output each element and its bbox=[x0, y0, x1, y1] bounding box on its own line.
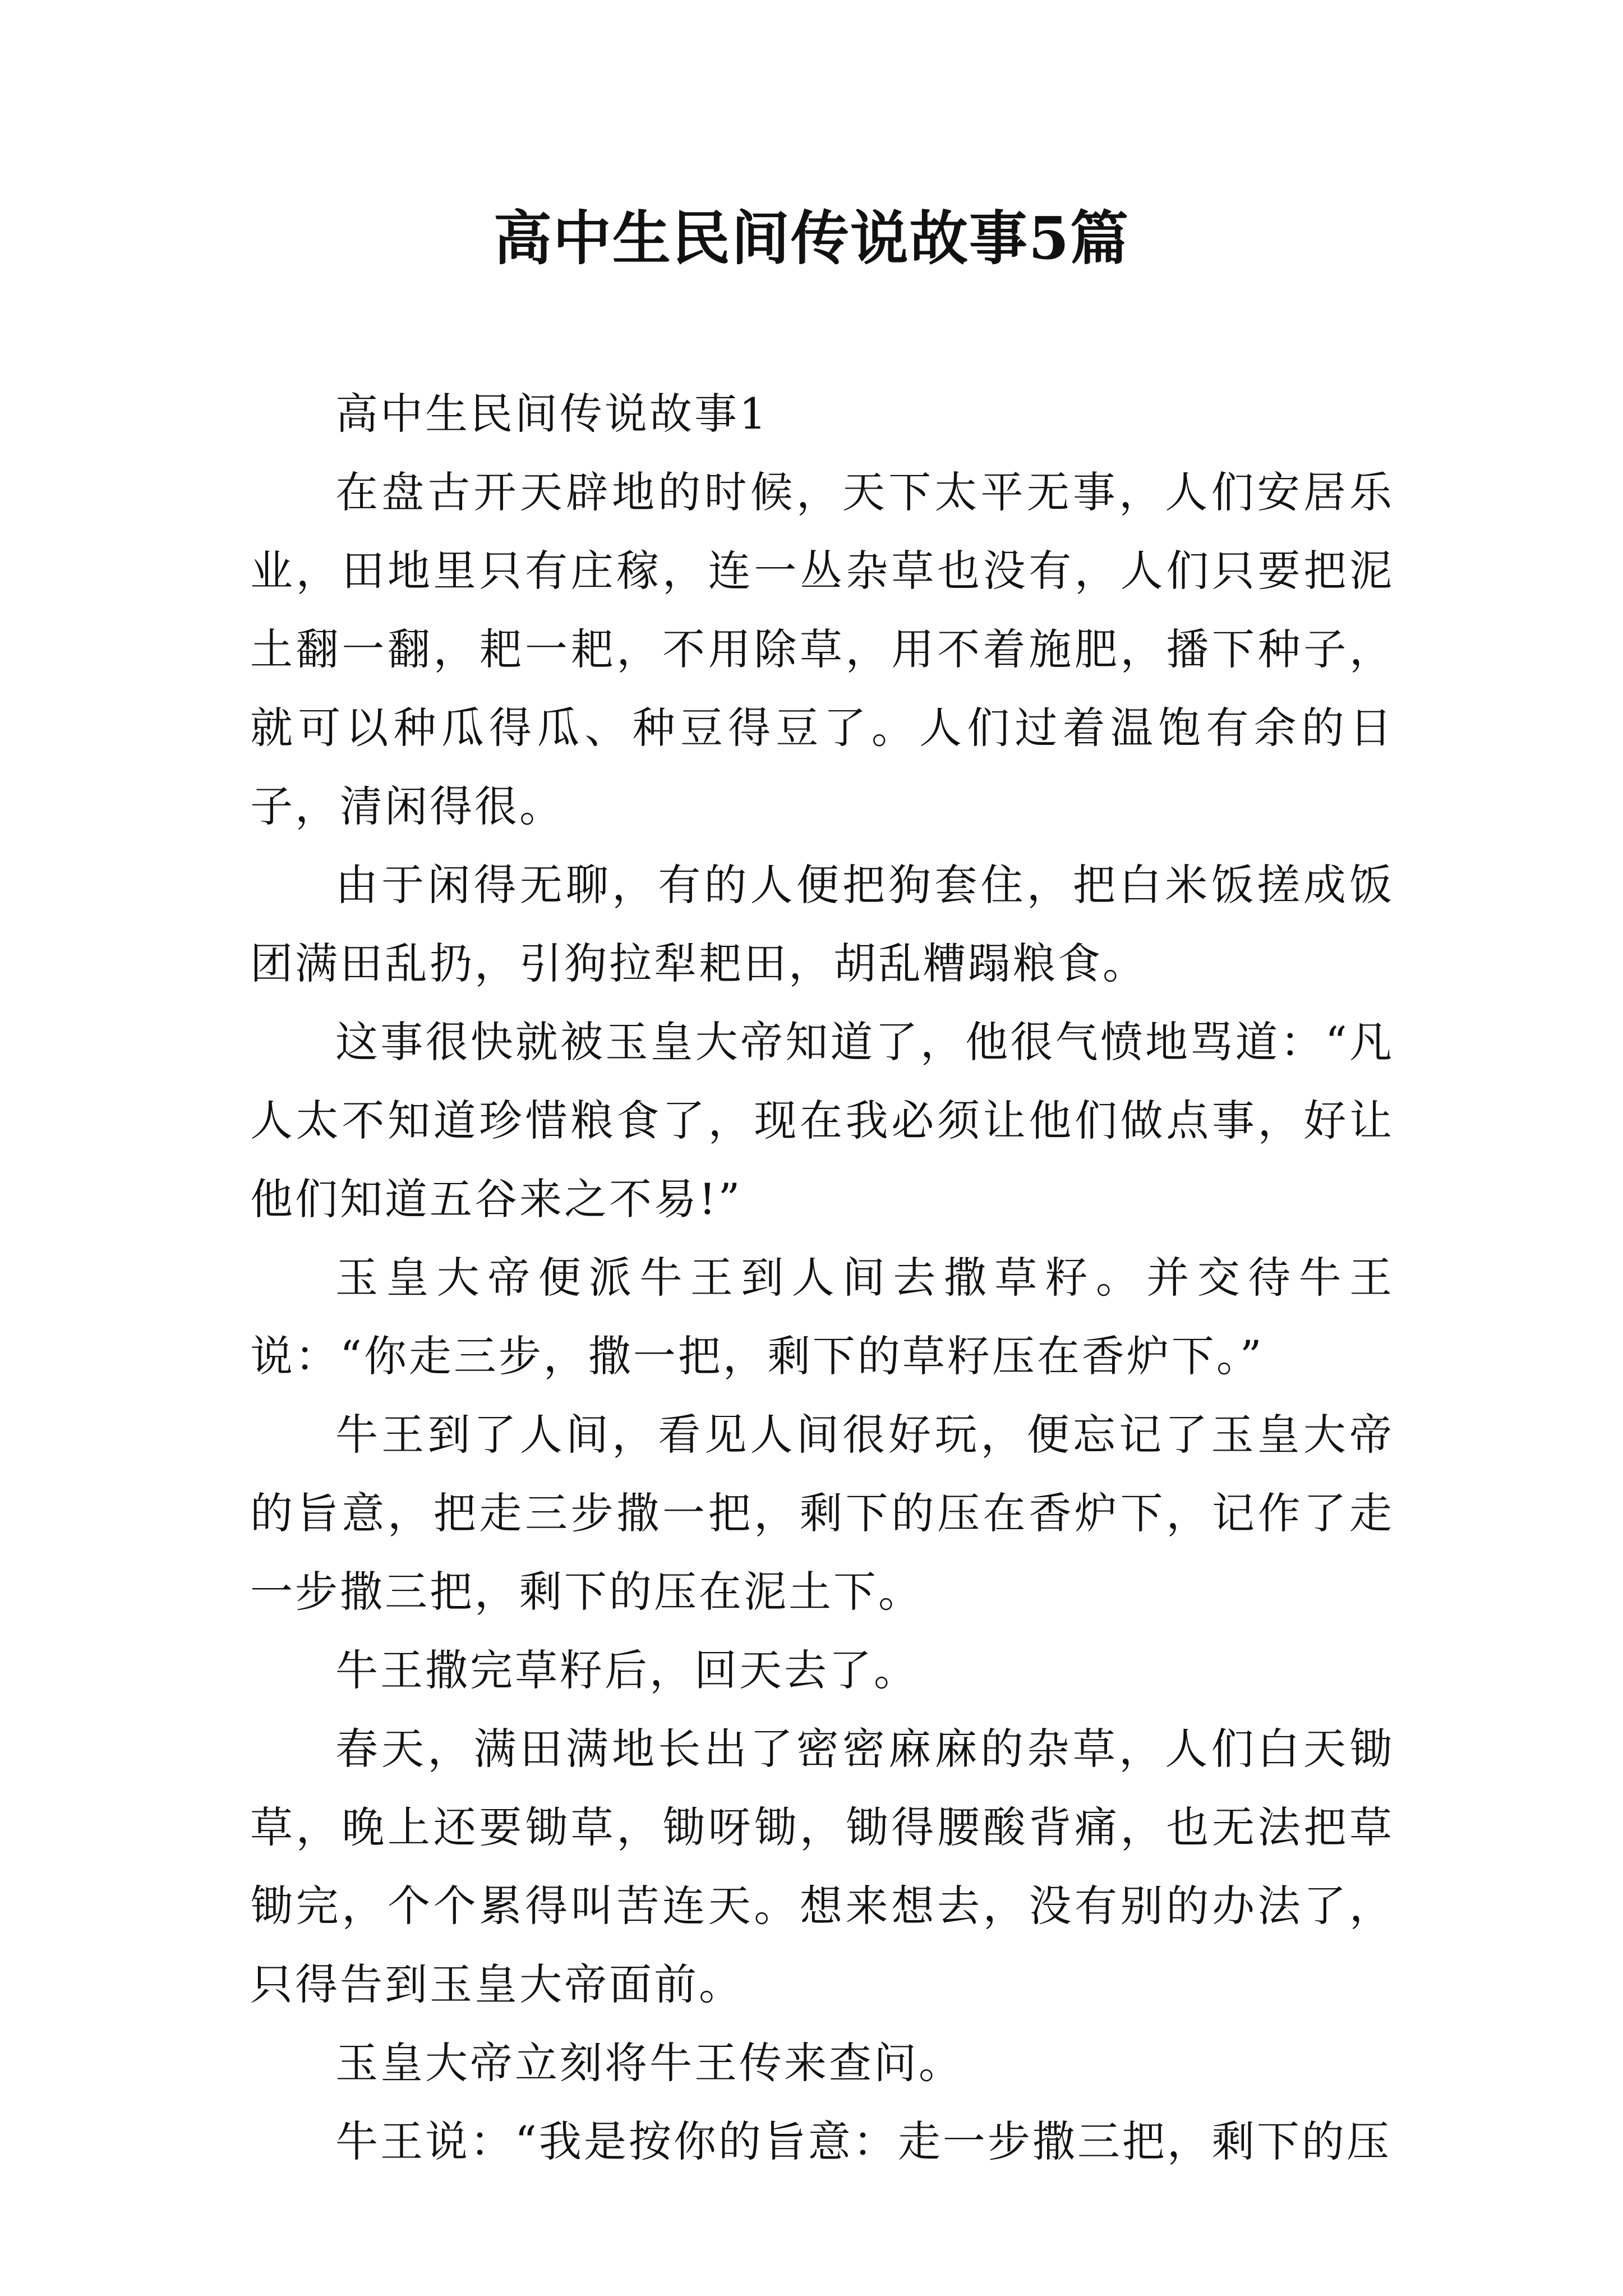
paragraph: 春天，满田满地长出了密密麻麻的杂草，人们白天锄草，晚上还要锄草，锄呀锄，锄得腰酸背痛，也无法把草锄完，个个累得叫苦连天。想来想去，没有别的办法了，只得告到玉皇大帝面前。 bbox=[250, 1724, 1394, 2009]
paragraph: 这事很快就被玉皇大帝知道了，他很气愤地骂道：“凡人太不知道珍惜粮食了，现在我必须让他们做点事，好让他们知道五谷来之不易!” bbox=[250, 1017, 1394, 1224]
paragraph: 玉皇大帝便派牛王到人间去撒草籽。并交待牛王说：“你走三步，撒一把，剩下的草籽压在香炉下。” bbox=[250, 1253, 1394, 1381]
document-title: 高中生民间传说故事5篇 bbox=[493, 204, 1130, 273]
paragraph: 牛王到了人间，看见人间很好玩，便忘记了玉皇大帝的旨意，把走三步撒一把，剩下的压在香炉下，记作了走一步撒三把，剩下的压在泥土下。 bbox=[250, 1410, 1394, 1617]
story-heading: 高中生民间传说故事1 bbox=[335, 389, 769, 439]
paragraph: 牛王说：“我是按你的旨意：走一步撒三把，剩下的压 bbox=[335, 2116, 1391, 2166]
document-body bbox=[250, 375, 1394, 2181]
paragraph: 由于闲得无聊，有的人便把狗套住，把白米饭搓成饭团满田乱扔，引狗拉犁耙田，胡乱糟蹋粮食。 bbox=[250, 860, 1394, 988]
paragraph: 牛王撒完草籽后，回天去了。 bbox=[335, 1645, 919, 1695]
paragraph: 玉皇大帝立刻将牛王传来查问。 bbox=[335, 2038, 963, 2088]
paragraph: 在盘古开天辟地的时候，天下太平无事，人们安居乐业，田地里只有庄稼，连一丛杂草也没有，人们只要把泥土翻一翻，耙一耙，不用除草，用不着施肥，播下种子，就可以种瓜得瓜、种豆得豆了。人们过着温饱有余的日子，清闲得很。 bbox=[250, 467, 1394, 831]
